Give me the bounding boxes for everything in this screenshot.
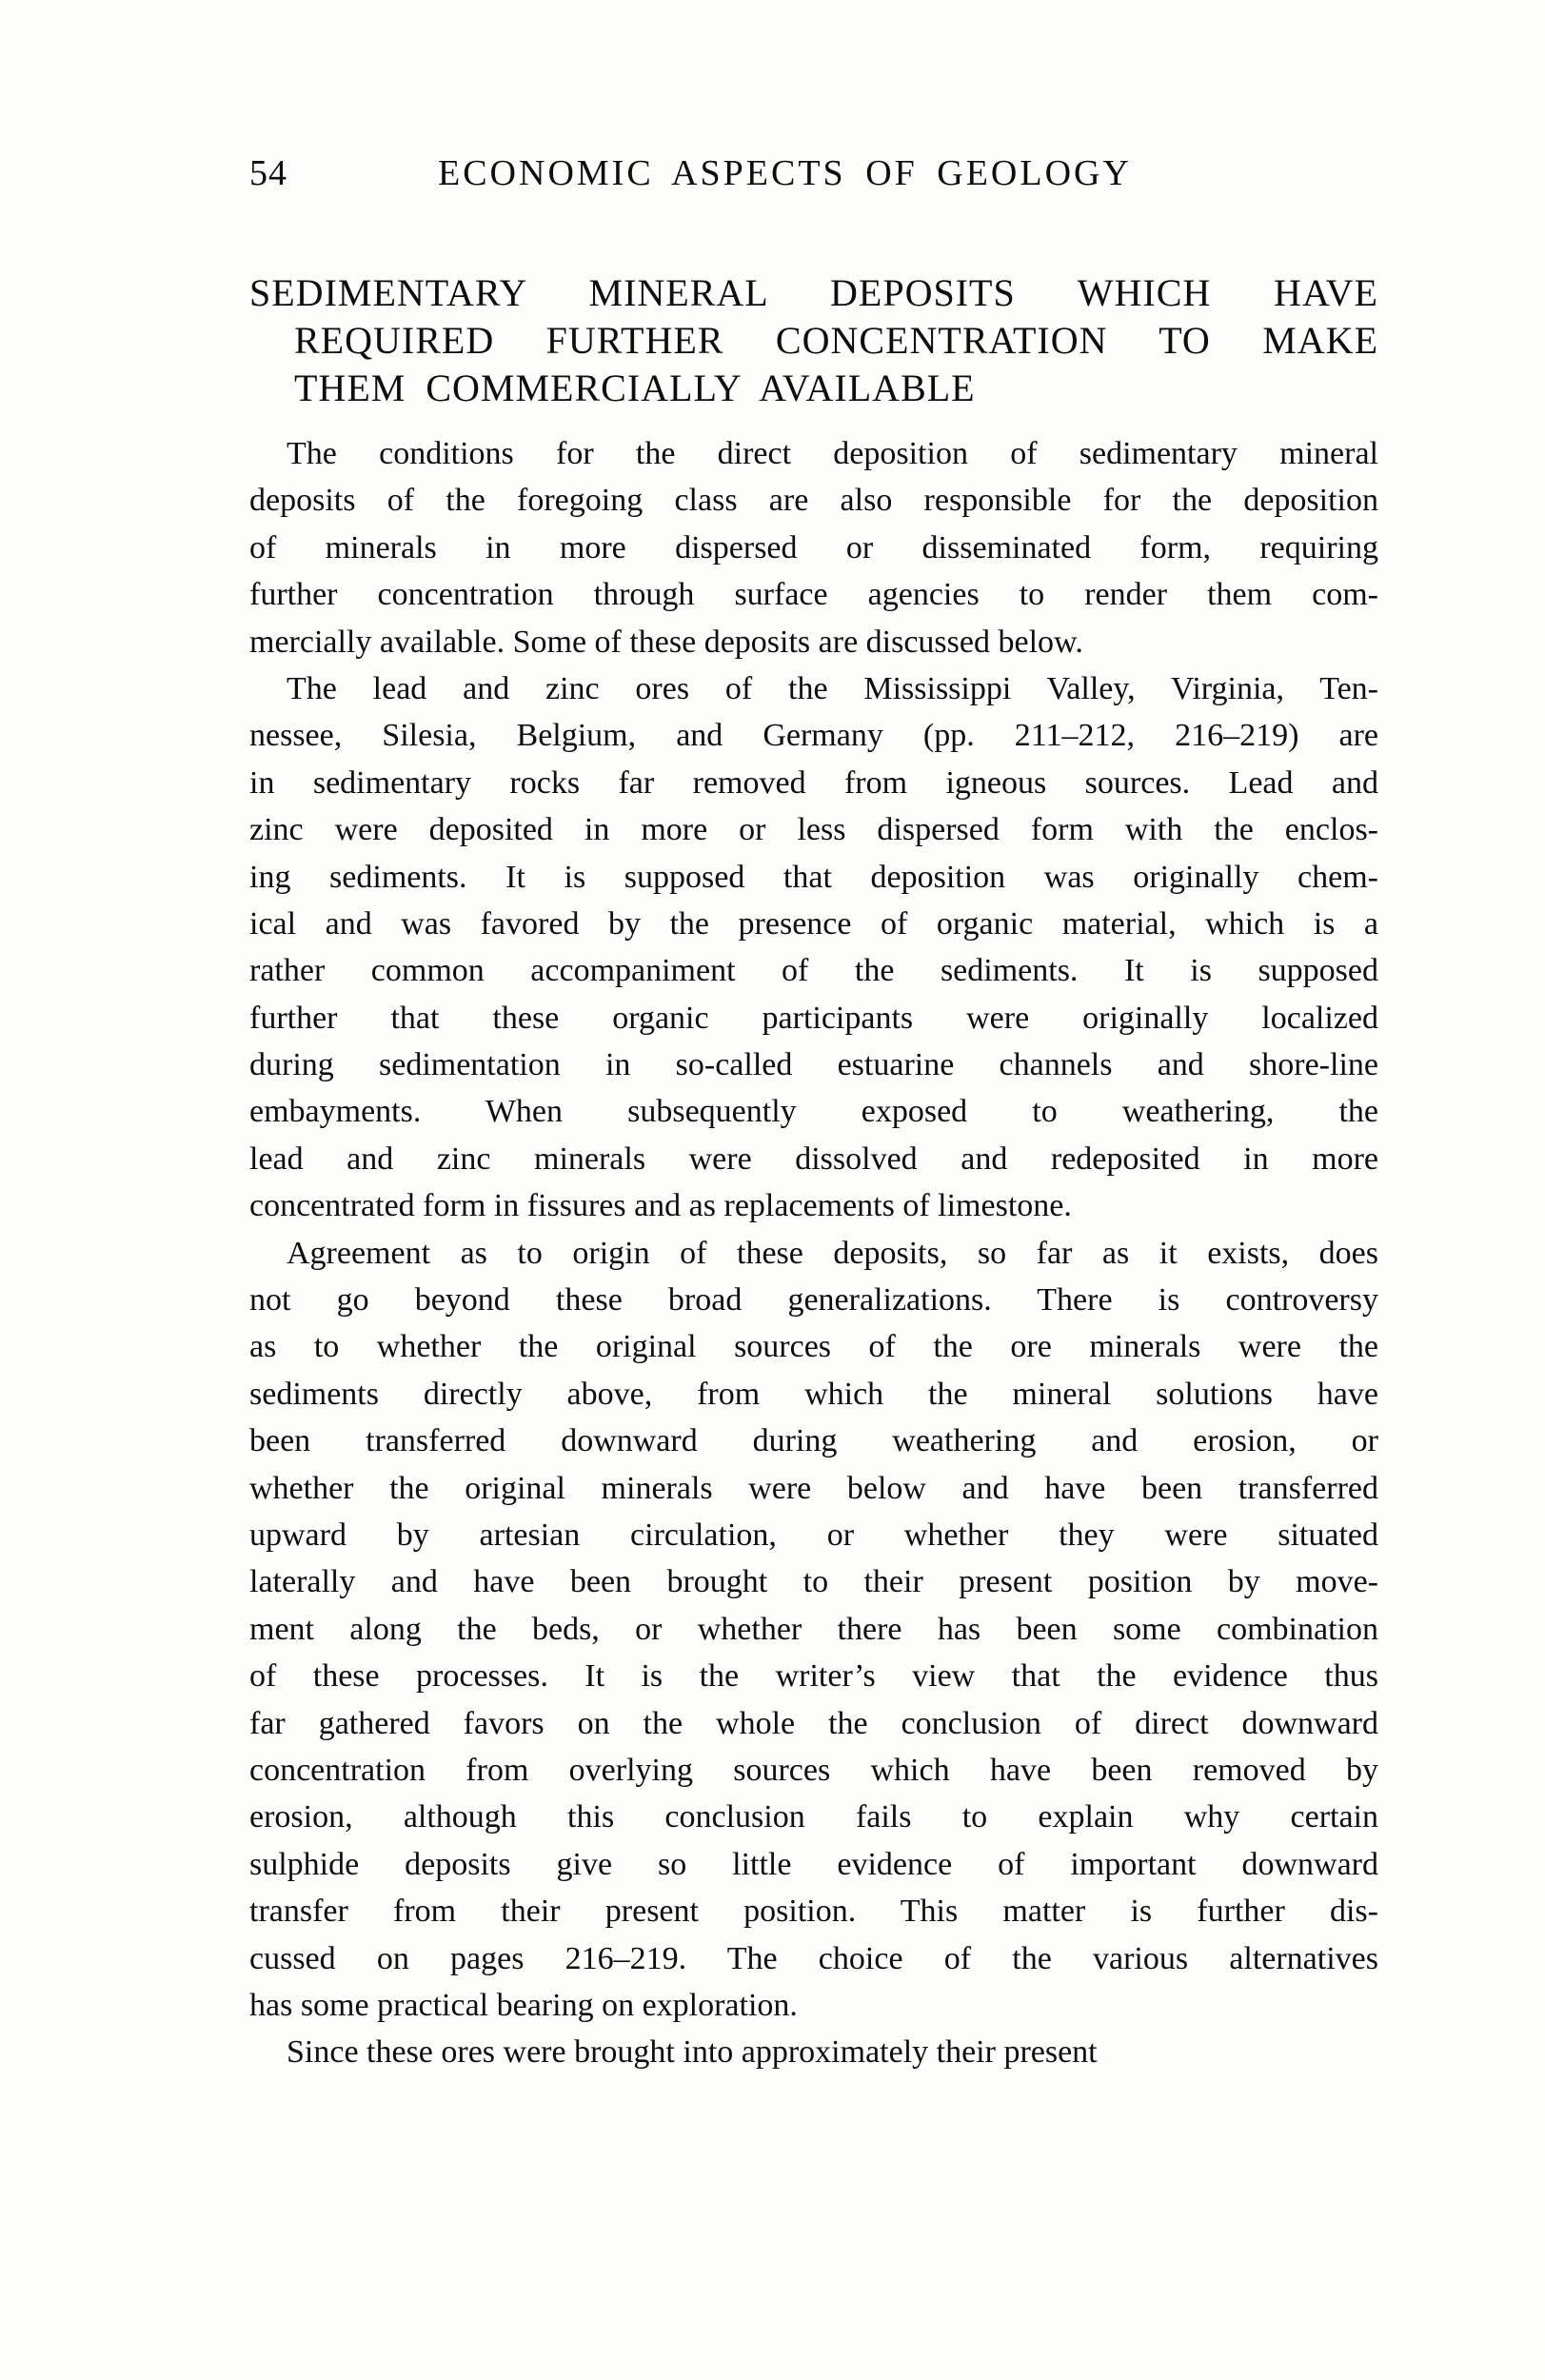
paragraph [249,665,1378,1230]
text-line: ing sediments. It is supposed that deposition was originally chem- [249,859,1378,895]
text-line: in sedimentary rocks far removed from igneous sources. Lead and [249,764,1378,801]
text-line: The conditions for the direct deposition of sedimentary mineral [287,436,1378,471]
text-line: nessee, Silesia, Belgium, and Germany (pp. 211–212, 216–219) are [249,718,1378,754]
text-line: of minerals in more dispersed or disseminated form, requiring [249,529,1378,565]
paragraph [249,2029,1378,2075]
text-line: ical and was favored by the presence of organic material, which is a [249,905,1378,942]
text-line: further concentration through surface agencies to render them com- [249,577,1378,613]
text-line: rather common accompaniment of the sediments. It is supposed [249,953,1378,989]
text-line: of these processes. It is the writer’s view that the evidence thus [249,1658,1378,1695]
text-line: further that these organic participants were originally localized [249,1000,1378,1036]
paragraph [249,430,1378,665]
text-line: not go beyond these broad generalizations. There is controversy [249,1282,1378,1319]
text-line: Since these ores were brought into approximately their present [287,2034,1098,2071]
page-number: 54 [249,153,287,193]
text-line: upward by artesian circulation, or whether they were situated [249,1517,1378,1553]
heading-line: THEM COMMERCIALLY AVAILABLE [294,367,976,409]
text-line: sediments directly above, from which the mineral solutions have [249,1376,1378,1412]
text-line: far gathered favors on the whole the conclusion of direct downward [249,1705,1378,1741]
text-line: laterally and have been brought to their present position by move- [249,1564,1378,1600]
text-line: lead and zinc minerals were dissolved and redeposited in more [249,1140,1378,1177]
heading-line: REQUIRED FURTHER CONCENTRATION TO MAKE [294,319,1378,362]
text-line: during sedimentation in so-called estuarine channels and shore-line [249,1047,1378,1083]
text-line: been transferred downward during weathering and erosion, or [249,1423,1378,1459]
text-line: deposits of the foregoing class are also responsible for the deposition [249,483,1378,519]
text-line: mercially available. Some of these deposits are discussed below. [249,624,1083,660]
running-head-title: ECONOMIC ASPECTS OF GEOLOGY [438,153,1132,193]
text-line: zinc were deposited in more or less dispersed form with the enclos- [249,812,1378,848]
heading-line: SEDIMENTARY MINERAL DEPOSITS WHICH HAVE [249,271,1378,314]
running-header [249,150,1378,196]
text-line: Agreement as to origin of these deposits, so far as it exists, does [287,1235,1378,1271]
text-line: cussed on pages 216–219. The choice of the various alternatives [249,1940,1378,1976]
paragraph [249,1230,1378,2030]
text-line: embayments. When subsequently exposed to weathering, the [249,1094,1378,1130]
text-line: concentrated form in fissures and as replacements of limestone. [249,1188,1072,1224]
text-line: sulphide deposits give so little evidence of important downward [249,1846,1378,1882]
text-line: transfer from their present position. This matter is further dis- [249,1894,1378,1930]
text-line: concentration from overlying sources which have been removed by [249,1752,1378,1788]
text-line: as to whether the original sources of the ore minerals were the [249,1329,1378,1365]
text-line: The lead and zinc ores of the Mississippi Valley, Virginia, Ten- [287,670,1378,706]
text-line: erosion, although this conclusion fails to explain why certain [249,1799,1378,1835]
text-line: ment along the beds, or whether there has been some combination [249,1611,1378,1647]
section-heading [249,269,1378,412]
text-line: whether the original minerals were below and have been transferred [249,1470,1378,1506]
text-line: has some practical bearing on exploration. [249,1987,798,2023]
body-text [249,430,1378,2076]
